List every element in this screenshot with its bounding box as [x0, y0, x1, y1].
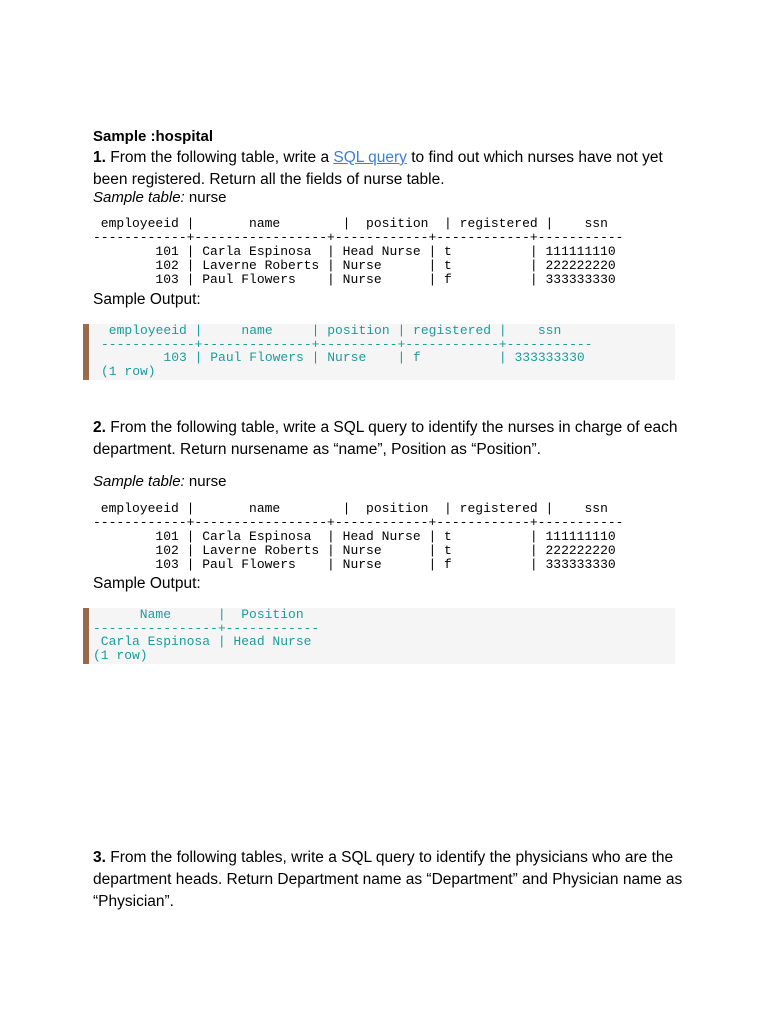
sample-table-label: Sample table:: [93, 189, 185, 206]
question-2-sample-output: Name | Position ----------------+------------ Carla Espinosa | Head Nurse (1 row): [93, 607, 320, 664]
question-2-sample-output-label: Sample Output:: [93, 575, 201, 592]
sql-query-link[interactable]: SQL query: [333, 149, 407, 166]
question-2-sample-table: employeeid | name | position | registered | ssn ------------+-----------------+------------+------------+----------- 101 | Carla Espinosa | Head Nurse | t | 111111110 102 | Laverne Roberts | Nurse | t | 222222220 103 | Paul Flowers | Nurse | f | 333333330: [93, 501, 624, 572]
question-3-number: 3.: [93, 849, 106, 866]
question-2-text: [93, 417, 683, 461]
sample-table-name: nurse: [184, 189, 227, 206]
question-1-sample-output-label: Sample Output:: [93, 291, 201, 308]
sample-table-name: nurse: [184, 473, 227, 490]
question-2-number: 2.: [93, 419, 106, 436]
question-2-sample-table-label: [93, 472, 226, 492]
question-1-sample-output: employeeid | name | position | registered | ssn ------------+--------------+----------+------------+----------- 103 | Paul Flowers | Nurse | f | 333333330 (1 row): [101, 323, 593, 380]
question-2-output-box: [83, 608, 675, 664]
question-1-text-before: From the following table, write a: [105, 149, 334, 166]
question-3-body: From the following tables, write a SQL query to identify the physicians who are the department heads. Return Department name as “Department” and Physician name as “Physician”.: [93, 849, 683, 910]
question-1-text-after: to find out which nurses have not yet been registered. Return all the fields of nurse table.: [93, 149, 663, 188]
question-1-output-box: [83, 324, 675, 380]
question-1-number: 1.: [93, 149, 106, 166]
question-1-sample-table-label: [93, 188, 226, 208]
sample-heading: Sample :hospital: [93, 128, 214, 145]
question-3-text: [93, 847, 683, 913]
sample-table-label: Sample table:: [93, 473, 185, 490]
question-2-body: From the following table, write a SQL query to identify the nurses in charge of each department. Return nursename as “name”, Position as “Position”.: [93, 419, 678, 458]
question-1-sample-table: employeeid | name | position | registered | ssn ------------+-----------------+------------+------------+----------- 101 | Carla Espinosa | Head Nurse | t | 111111110 102 | Laverne Roberts | Nurse | t | 222222220 103 | Paul Flowers | Nurse | f | 333333330: [93, 216, 624, 287]
question-1-text: [93, 147, 683, 191]
